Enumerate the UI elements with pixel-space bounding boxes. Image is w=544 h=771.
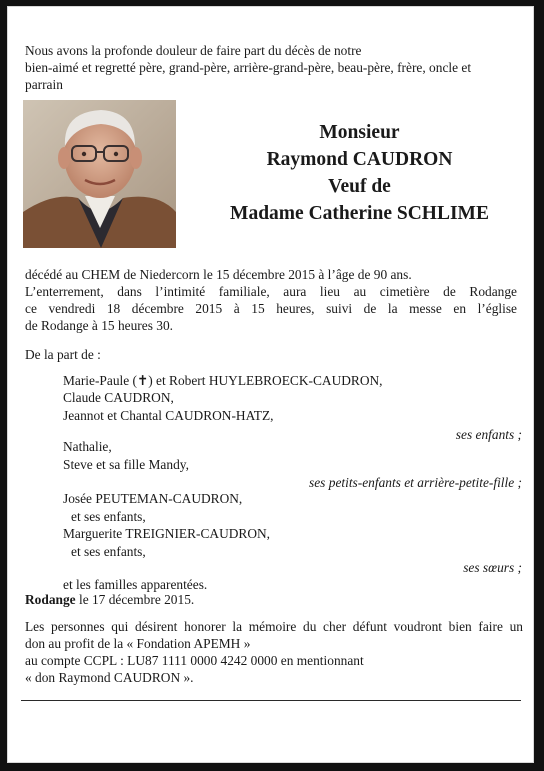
deceased-heading xyxy=(197,119,522,227)
burial-line: L’enterrement, dans l’intimité familiale, aura lieu au cimetière de Rodange xyxy=(25,284,517,299)
donation-line-3: au compte CCPL : LU87 1111 0000 4242 0000 en mentionnant xyxy=(25,653,364,668)
sign-date: le 17 décembre 2015. xyxy=(78,592,195,607)
intro-line-3: parrain xyxy=(25,77,63,92)
donation-paragraph xyxy=(25,618,523,686)
mass-line: de Rodange à 15 heures 30. xyxy=(25,318,173,333)
place-date-line xyxy=(25,591,194,608)
donation-line-1: Les personnes qui désirent honorer la mémoire du cher défunt voudront bien faire un xyxy=(25,619,523,634)
portrait-illustration xyxy=(23,100,176,248)
donation-line-4: « don Raymond CAUDRON ». xyxy=(25,670,194,685)
death-line: décédé au CHEM de Niedercorn le 15 décembre 2015 à l’âge de 90 ans. xyxy=(25,267,412,282)
relatives-line: et les familles apparentées. xyxy=(63,577,208,592)
portrait-photo xyxy=(23,100,176,248)
sister-line-1: Josée PEUTEMAN-CAUDRON, xyxy=(63,491,243,506)
intro-paragraph xyxy=(25,42,517,93)
deceased-name: Raymond CAUDRON xyxy=(266,149,453,170)
sister-line-1b: et ses enfants, xyxy=(71,509,146,524)
children-role: ses enfants ; xyxy=(455,427,522,442)
funeral-details xyxy=(25,266,517,334)
donation-line-2: don au profit de la « Fondation APEMH » xyxy=(25,636,251,651)
children-line-3: Jeannot et Chantal CAUDRON-HATZ, xyxy=(63,408,274,423)
grandchild-line-1: Nathalie, xyxy=(63,439,112,454)
spouse-name: Madame Catherine SCHLIME xyxy=(230,203,489,224)
children-line-2: Claude CAUDRON, xyxy=(63,390,174,405)
grandchildren-role: ses petits-enfants et arrière-petite-fille ; xyxy=(309,475,522,490)
intro-line-2: bien-aimé et regretté père, grand-père, arrière-grand-père, beau-père, frère, oncle et xyxy=(25,60,472,75)
widower-label: Veuf de xyxy=(328,176,391,197)
honorific: Monsieur xyxy=(319,122,400,143)
bottom-rule xyxy=(21,700,521,701)
sister-line-2: Marguerite TREIGNIER-CAUDRON, xyxy=(63,526,271,541)
grandchild-line-2: Steve et sa fille Mandy, xyxy=(63,457,189,472)
obituary-page xyxy=(7,6,534,763)
service-line: ce vendredi 18 décembre 2015 à 15 heures, suivi de la messe en l’église xyxy=(25,301,517,316)
de-la-part-label: De la part de : xyxy=(25,347,101,362)
sister-line-2b: et ses enfants, xyxy=(71,544,146,559)
children-line-1: Marie-Paule (✝) et Robert HUYLEBROECK-CAUDRON, xyxy=(63,373,383,388)
place-name: Rodange xyxy=(25,592,76,607)
sisters-role: ses sœurs ; xyxy=(463,560,522,575)
intro-line-1: Nous avons la profonde douleur de faire part du décès de notre xyxy=(25,43,362,58)
